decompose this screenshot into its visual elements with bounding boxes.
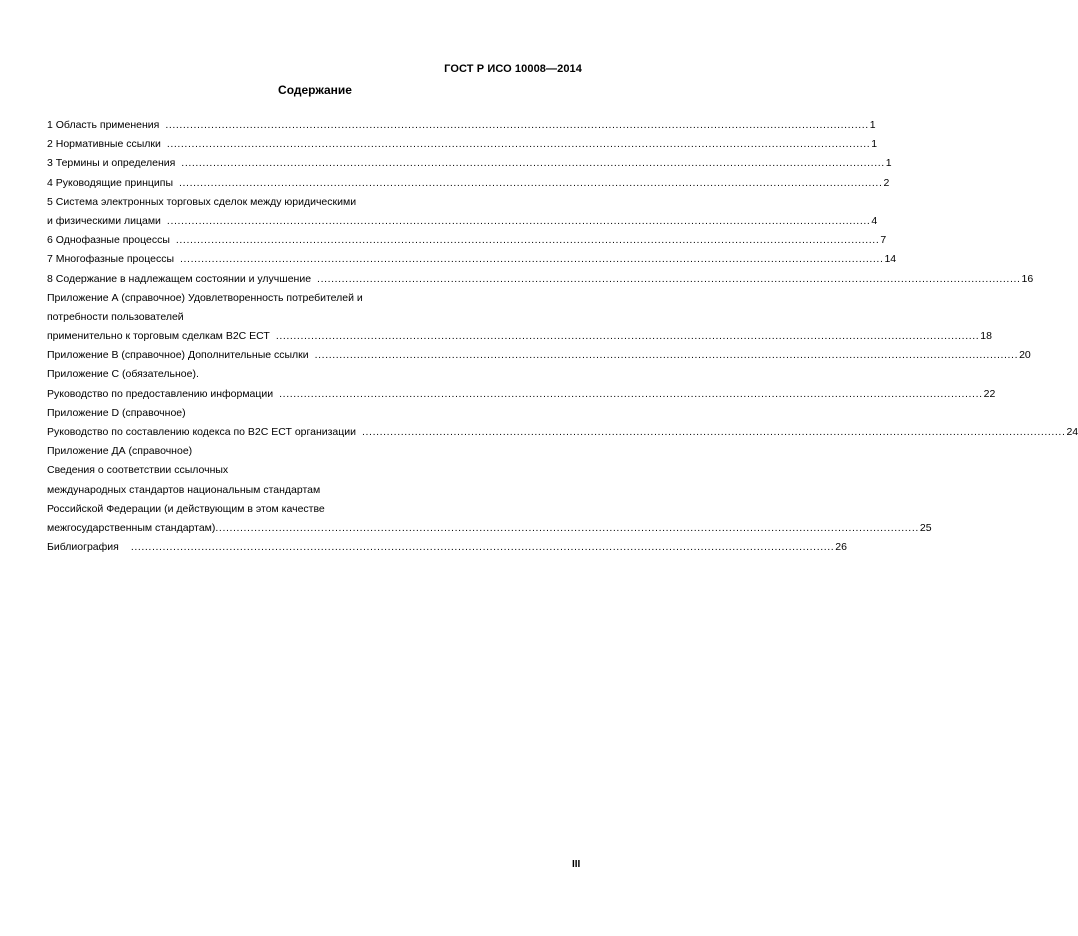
toc-line-text: Сведения о соответствии ссылочных: [47, 464, 229, 477]
toc-line-text: Приложение D (справочное): [47, 406, 186, 419]
toc-line-text: 4 Руководящие принципы: [47, 176, 174, 189]
toc-page-number: 16: [1021, 272, 1034, 285]
toc-line-text: международных стандартов национальным стандартам: [47, 483, 321, 496]
toc-line-text: Приложение А (справочное) Удовлетворенность потребителей и: [47, 291, 363, 304]
toc-leader-dots: ........................................................................................................................................................................................................: [180, 253, 884, 266]
toc-line-text: Российской Федерации (и действующим в этом качестве: [47, 502, 325, 515]
toc-leader-dots: ........................................................................................................................................................................................................: [166, 138, 871, 151]
toc-line-text: Библиография: [47, 541, 119, 554]
toc-page-number: 1: [871, 138, 878, 151]
toc-line: [47, 270, 1034, 289]
toc-line-text: 7 Многофазные процессы: [47, 253, 175, 266]
toc-page-number: 2: [883, 176, 890, 189]
toc-line: [47, 231, 887, 250]
document-code: ГОСТ Р ИСО 10008—2014: [444, 63, 582, 75]
toc-line-text: потребности пользователей: [47, 310, 184, 323]
toc-line: [47, 404, 572, 423]
toc-line: [47, 327, 992, 346]
toc-page-number: 24: [1066, 426, 1078, 438]
toc-line-text: межгосударственным стандартам): [47, 521, 216, 534]
page-number: III: [572, 859, 581, 870]
toc-line: [47, 250, 897, 269]
toc-line: [47, 346, 1031, 365]
toc-leader-dots: ........................................................................................................................................................................................................: [181, 157, 885, 170]
toc-line: [47, 116, 876, 135]
toc-page-number: 22: [983, 387, 996, 400]
toc-leader-dots: ........................................................................................................................................................................................................: [215, 521, 919, 534]
toc-line-text: и физическими лицами: [47, 214, 161, 227]
toc-leader-dots: ........................................................................................................................................................................................................: [314, 349, 1019, 362]
toc-line: [47, 423, 1078, 442]
toc-page-number: 7: [880, 234, 887, 247]
toc-line: [47, 154, 892, 173]
toc-line: [47, 365, 572, 384]
toc-line-text: 1 Область применения: [47, 119, 160, 131]
toc-line: [47, 385, 996, 404]
toc-line-text: Руководство по составлению кодекса по B2C ЕСТ организации: [47, 426, 357, 438]
toc-line: [47, 538, 847, 557]
toc-page-number: 14: [884, 253, 897, 266]
toc-line-text: Приложение В (справочное) Дополнительные ссылки: [47, 349, 309, 362]
toc-line: [47, 135, 878, 154]
toc-line: [47, 212, 878, 231]
toc-line-text: применительно к торговым сделкам B2C ЕСТ: [47, 330, 270, 343]
toc-line: [47, 442, 572, 461]
toc-leader-dots: ........................................................................................................................................................................................................: [279, 387, 983, 400]
toc-leader-dots: ........................................................................................................................................................................................................: [130, 541, 835, 554]
toc-page-number: 20: [1019, 349, 1031, 362]
toc-page-number: 1: [885, 157, 892, 170]
toc-line-text: Приложение ДА (справочное): [47, 445, 193, 458]
toc-leader-dots: ........................................................................................................................................................................................................: [166, 214, 871, 227]
toc-line: [47, 289, 572, 308]
toc-line-text: Руководство по предоставлению информации: [47, 387, 274, 400]
toc-leader-dots: ........................................................................................................................................................................................................: [179, 176, 883, 189]
toc-line: [47, 481, 572, 500]
toc-page-number: 18: [980, 330, 992, 343]
toc-leader-dots: ........................................................................................................................................................................................................: [165, 119, 869, 131]
toc-page-number: 4: [871, 214, 878, 227]
toc-page-number: 1: [869, 119, 876, 131]
toc-page-number: 25: [919, 521, 932, 534]
toc-page-number: 26: [835, 541, 847, 554]
toc-line-text: 3 Термины и определения: [47, 157, 176, 170]
toc-line: [47, 519, 932, 538]
toc-line: [47, 500, 572, 519]
toc-line-text: Приложение С (обязательное).: [47, 368, 199, 381]
toc-line-text: 5 Система электронных торговых сделок между юридическими: [47, 195, 357, 208]
toc-line: [47, 193, 572, 212]
toc-line-text: 8 Содержание в надлежащем состоянии и улучшение: [47, 272, 312, 285]
page-title: Содержание: [278, 83, 352, 97]
toc-leader-dots: ........................................................................................................................................................................................................: [362, 426, 1066, 438]
toc-line-text: 6 Однофазные процессы: [47, 234, 170, 247]
table-of-contents: [47, 116, 1078, 557]
toc-line-text: 2 Нормативные ссылки: [47, 138, 161, 151]
toc-line: [47, 461, 572, 480]
toc-line: [47, 174, 890, 193]
toc-leader-dots: ........................................................................................................................................................................................................: [275, 330, 980, 343]
toc-leader-dots: ........................................................................................................................................................................................................: [317, 272, 1021, 285]
toc-line: [47, 308, 572, 327]
toc-leader-dots: ........................................................................................................................................................................................................: [175, 234, 880, 247]
